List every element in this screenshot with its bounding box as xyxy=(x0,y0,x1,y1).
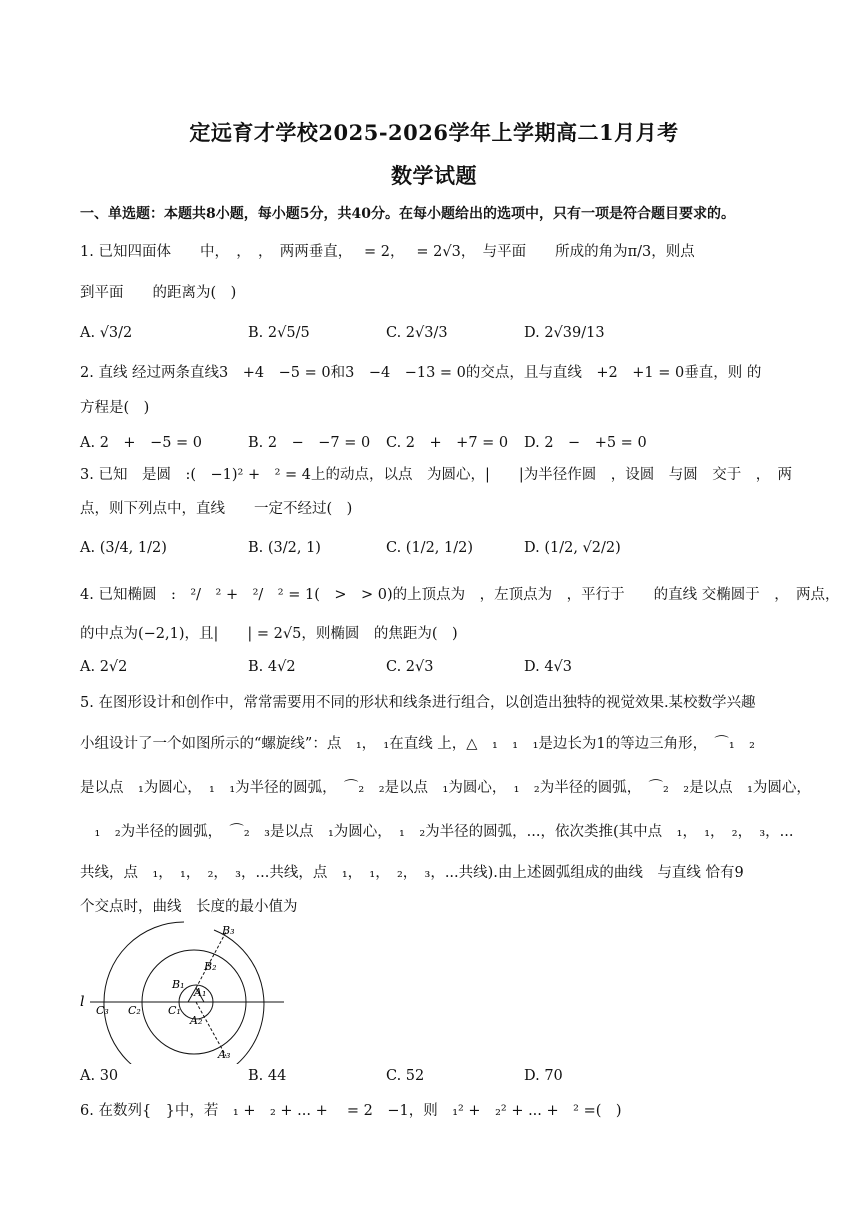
q1-line-2: 到平面 的距离为( ) xyxy=(80,285,237,301)
q5-line-5: 共线，点 ₁， ₁， ₂， ₃，...共线，点 ₁， ₁， ₂， ₃，...共线).由上述圆弧组成的曲线 与直线 恰有9 xyxy=(80,865,744,881)
option-d[interactable]: D. 4√3 xyxy=(524,659,573,675)
q3-line-2: 点，则下列点中，直线 一定不经过( ) xyxy=(80,501,353,517)
option-d[interactable]: D. 2√39/13 xyxy=(524,325,605,341)
q5-line-3: 是以点 ₁为圆心， ₁ ₁为半径的圆弧， ⌒₂ ₂是以点 ₁为圆心， ₁ ₂为半径的圆弧， ⌒₂ ₂是以点 ₁为圆心， xyxy=(80,780,811,796)
q5-line-2: 小组设计了一个如图所示的“螺旋线”：点 ₁， ₁在直线 上，△ ₁ ₁ ₁是边长为1的等边三角形， ⌒₁ ₂ xyxy=(80,736,755,752)
q5-options xyxy=(80,1068,790,1090)
option-d[interactable]: D. (1/2, √2/2) xyxy=(524,540,621,556)
label-c1: C₁ xyxy=(168,1004,181,1017)
option-a[interactable]: A. 2 + −5 = 0 xyxy=(80,435,203,451)
q1-line-1: 1. 已知四面体 中， ， ， 两两垂直， = 2， = 2√3， 与平面 所成的角为π/3，则点 xyxy=(80,244,695,260)
exam-title: 定远育才学校2025-2026学年上学期高二1月月考 xyxy=(189,120,679,145)
label-b1: B₁ xyxy=(172,978,185,991)
section-heading: 一、单选题：本题共8小题，每小题5分，共40分。在每小题给出的选项中，只有一项是符合题目要求的。 xyxy=(80,206,735,222)
q4-options xyxy=(80,659,790,681)
q5-line-6: 个交点时，曲线 长度的最小值为 xyxy=(80,899,298,915)
option-a[interactable]: A. √3/2 xyxy=(80,325,133,341)
label-c2: C₂ xyxy=(128,1004,141,1017)
label-b3: B₃ xyxy=(222,924,235,937)
option-b[interactable]: B. 2 − −7 = 0 xyxy=(248,435,371,451)
option-b[interactable]: B. 2√5/5 xyxy=(248,325,310,341)
option-c[interactable]: C. 52 xyxy=(386,1068,425,1084)
label-a3: A₃ xyxy=(218,1048,231,1061)
option-b[interactable]: B. 4√2 xyxy=(248,659,296,675)
option-d[interactable]: D. 70 xyxy=(524,1068,563,1084)
option-b[interactable]: B. 44 xyxy=(248,1068,287,1084)
q6-line-1: 6. 在数列{ }中，若 ₁ + ₂ + ... + = 2 −1，则 ₁² + ₂² + ... + ² =( ) xyxy=(80,1103,622,1119)
q2-line-2: 方程是( ) xyxy=(80,400,150,416)
q1-options xyxy=(80,325,790,347)
spiral-figure xyxy=(76,918,292,1064)
option-c[interactable]: C. 2√3 xyxy=(386,659,434,675)
exam-subtitle: 数学试题 xyxy=(391,163,477,188)
option-b[interactable]: B. (3/2, 1) xyxy=(248,540,321,556)
label-a1: A₁ xyxy=(194,986,207,999)
q3-line-1: 3. 已知 是圆 :( −1)² + ² = 4上的动点，以点 为圆心，| |为半径作圆 ，设圆 与圆 交于 ， 两 xyxy=(80,467,793,483)
label-b2: B₂ xyxy=(204,960,217,973)
option-a[interactable]: A. 30 xyxy=(80,1068,119,1084)
q4-line-1: 4. 已知椭圆 : ²/ ² + ²/ ² = 1( > > 0)的上顶点为 ，左顶点为 ，平行于 的直线 交椭圆于 ， 两点， xyxy=(80,587,840,603)
option-a[interactable]: A. (3/4, 1/2) xyxy=(80,540,167,556)
q5-line-1: 5. 在图形设计和创作中，常常需要用不同的形状和线条进行组合，以创造出独特的视觉效果.某校数学兴趣 xyxy=(80,695,756,711)
q3-options xyxy=(80,540,790,562)
label-a2: A₂ xyxy=(190,1014,203,1027)
q2-options xyxy=(80,431,790,453)
option-c[interactable]: C. 2√3/3 xyxy=(386,325,448,341)
option-a[interactable]: A. 2√2 xyxy=(80,659,128,675)
arc-large-right xyxy=(104,930,264,1064)
q2-line-1: 2. 直线 经过两条直线3 +4 −5 = 0和3 −4 −13 = 0的交点，且与直线 +2 +1 = 0垂直，则 的 xyxy=(80,365,762,381)
option-c[interactable]: C. (1/2, 1/2) xyxy=(386,540,473,556)
label-l: l xyxy=(80,994,85,1010)
q5-line-4: ₁ ₂为半径的圆弧， ⌒₂ ₃是以点 ₁为圆心， ₁ ₂为半径的圆弧，...，依次类推(其中点 ₁， ₁， ₂， ₃，... xyxy=(80,824,794,840)
q4-line-2: 的中点为(−2,1)，且| | = 2√5，则椭圆 的焦距为( ) xyxy=(80,626,458,642)
option-c[interactable]: C. 2 + +7 = 0 xyxy=(386,435,509,451)
label-c3: C₃ xyxy=(96,1004,109,1017)
option-d[interactable]: D. 2 − +5 = 0 xyxy=(524,435,647,451)
